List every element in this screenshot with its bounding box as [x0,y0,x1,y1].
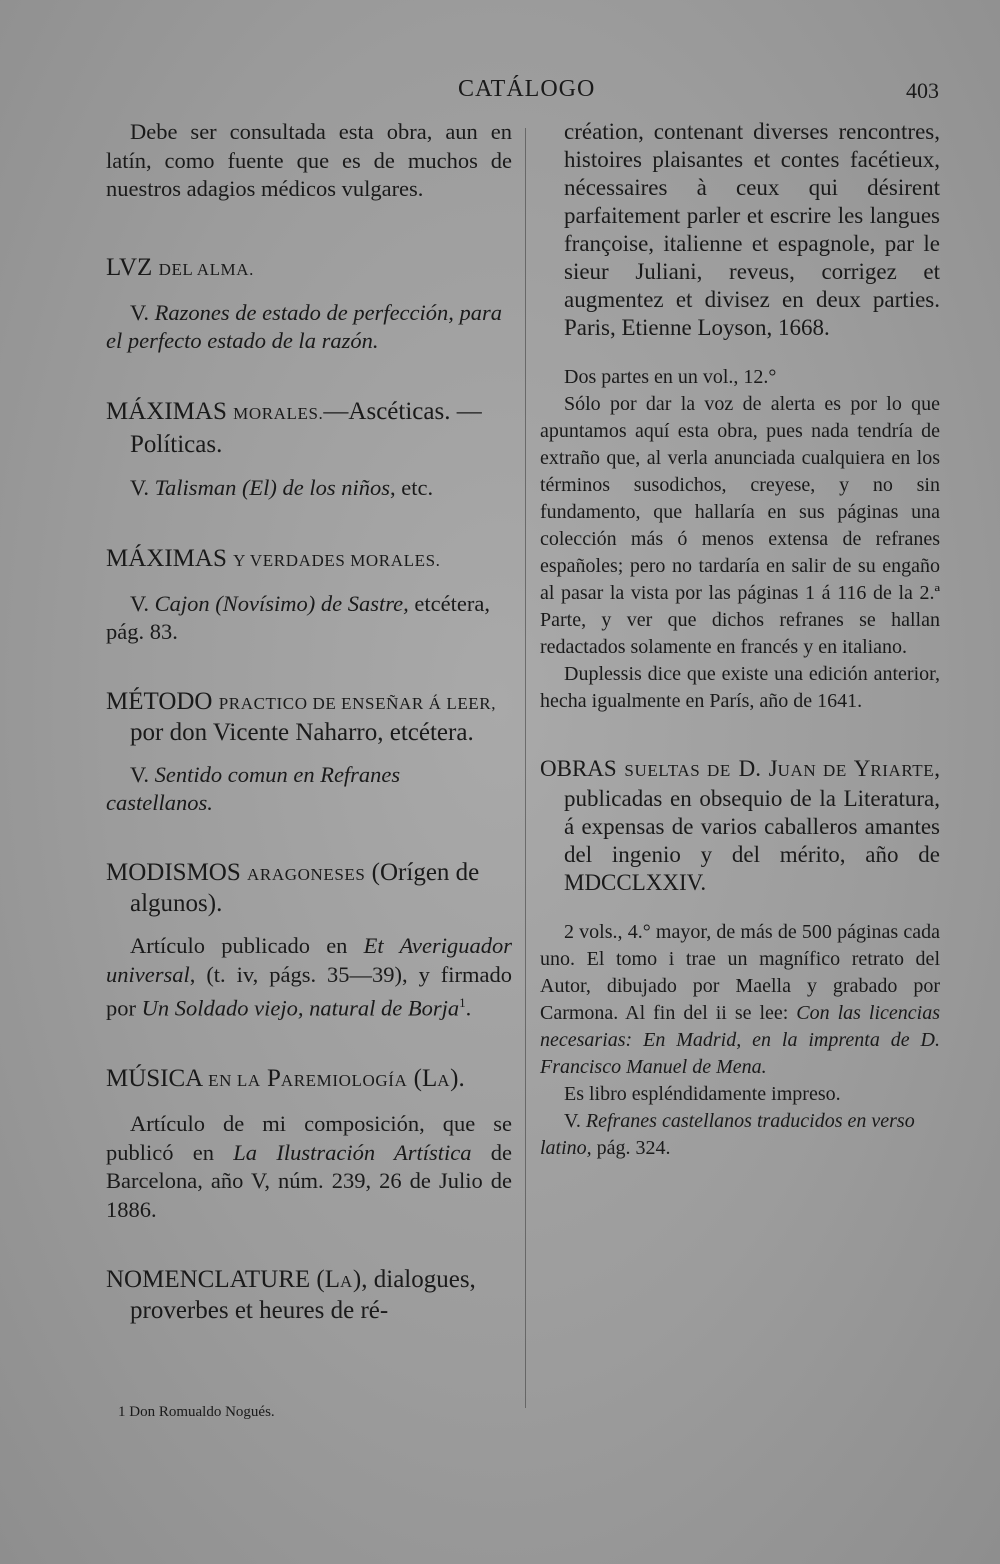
entry-title-nomenclature: NOMENCLATURE (LA), dialogues, proverbes et heures de ré- [106,1265,476,1324]
paragraph-impreso: Es libro espléndidamente impreso. [564,1083,841,1105]
entry-title-obras: OBRAS SUELTAS DE D. JUAN DE YRIARTE, publicadas en obsequio de la Literatura, á expensas de varios caballeros amantes del ingenio y del mérito, año de MDCCLXXIV. [540,756,941,895]
intro-paragraph: Debe ser consultada esta obra, aun en latín, como fuente que es de muchos de nuestros adagios médicos vulgares. [106,119,512,202]
paragraph-obras: 2 vols., 4.° mayor, de más de 500 páginas cada uno. El tomo i trae un magnífico retrato del Autor, dibujado por Maella y grabado por Carmona. Al fin del ii se lee: Con las licencias necesarias: En Madrid, en la imprenta de D. Francisco Manuel de Mena. [540,921,941,1078]
entry-title-modismos: MODISMOS ARAGONESES (Orígen de algunos). [106,858,480,917]
entry-title-luz: LVZ DEL ALMA. [106,253,254,281]
reference-metodo: V. Sentido comun en Refranes castellanos. [106,761,401,816]
running-title: CATÁLOGO [458,76,596,102]
reference-maximas-morales: V. Talisman (El) de los niños, etc. [130,474,434,500]
entry-title-maximas-morales: MÁXIMAS MORALES.—Ascéticas. —Políticas. [106,397,482,458]
continuation-text: création, contenant diverses rencontres, histoires plaisantes et contes facétieux, nécessaires à ceux qui désirent parfaitement parler et escrire les langues françoise, italienne et espagnole, par le sieur Juliani, reveus, corrigez et augmentez et divisez en deux parties. Paris, Etienne Loyson, 1668. [564,119,940,340]
entry-title-metodo: MÉTODO PRACTICO DE ENSEÑAR Á LEER, por don Vicente Naharro, etcétera. [106,687,497,746]
reference-luz: V. Razones de estado de perfección, para el perfecto estado de la razón. [106,299,503,354]
paragraph-musica: Artículo de mi composición, que se publicó en La Ilustración Artística de Barcelona, año V, núm. 239, 26 de Julio de 1886. [106,1111,512,1222]
entry-title-musica: MÚSICA EN LA PAREMIOLOGÍA (LA). [106,1065,465,1093]
left-column [106,118,512,1325]
footnote-marker: 1 [459,995,466,1011]
paragraph-alerta: Sólo por dar la voz de alerta es por lo que apuntamos aquí esta obra, pues nada tendría de extraño que, al verla anunciada cualquiera en los términos susodichos, creyese, y no sin fundamento, que hallaría en sus páginas una colección más ó menos extensa de refranes españoles; pero no tardaría en salir de su engaño al pasar la vista por las páginas 1 á 116 de la 2.ª Parte, y ver que dichos refranes se hallan redactados solamente en francés y en italiano. [540,393,940,658]
reference-maximas-verdades: V. Cajon (Novísimo) de Sastre, etcétera, pág. 83. [106,590,490,645]
reference-obras: V. Refranes castellanos traducidos en verso latino, pág. 324. [540,1110,915,1159]
column-divider [525,128,526,1408]
paragraph-modismos: Artículo publicado en Et Averiguador universal, (t. iv, págs. 35—39), y firmado por Un Soldado viejo, natural de Borja$^1$. [106,932,512,1021]
page-header [0,76,1000,110]
entry-title-maximas-verdades: MÁXIMAS Y VERDADES MORALES. [106,544,441,572]
format-line: Dos partes en un vol., 12.° [564,366,777,388]
footnote: 1 Don Romualdo Nogués. [118,1404,275,1420]
right-column [540,118,940,1162]
paragraph-duplessis: Duplessis dice que existe una edición anterior, hecha igualmente en París, año de 1641. [540,663,940,712]
page-number: 403 [906,78,939,103]
